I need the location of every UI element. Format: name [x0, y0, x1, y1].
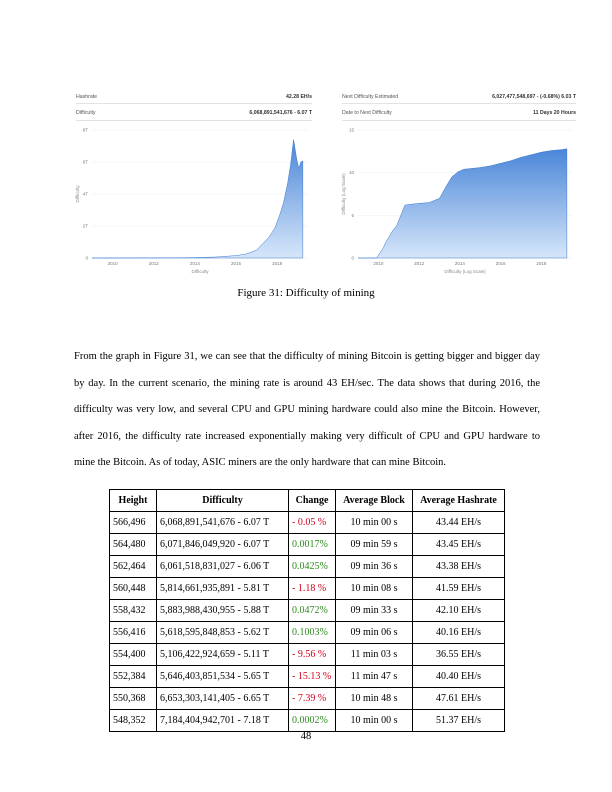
cell-change: - 15.13 %	[289, 666, 336, 688]
cell-average-hashrate: 43.44 EH/s	[413, 512, 505, 534]
difficulty-log-chart	[340, 126, 578, 278]
hashrate-label: Hashrate	[76, 94, 98, 100]
x-tick-label: 2018	[272, 261, 283, 266]
x-tick-label: 2014	[454, 261, 465, 266]
difficulty-value: 6,068,891,541,676 - 6.07 T	[249, 110, 312, 116]
cell-average-hashrate: 36.55 EH/s	[413, 644, 505, 666]
cell-height: 552,384	[110, 666, 157, 688]
x-tick-label: 2016	[495, 261, 506, 266]
table-row	[110, 578, 505, 600]
table-row	[110, 644, 505, 666]
next-difficulty-panel	[340, 90, 578, 280]
cell-change: - 1.18 %	[289, 578, 336, 600]
difficulty-table	[109, 489, 505, 732]
cell-average-hashrate: 43.45 EH/s	[413, 534, 505, 556]
cell-change: 0.1003%	[289, 622, 336, 644]
y-tick-label: 2T	[82, 223, 88, 229]
hashrate-value: 42.28 EH/s	[286, 94, 312, 100]
cell-average-block: 09 min 06 s	[336, 622, 413, 644]
header-average-hashrate: Average Hashrate	[413, 490, 505, 512]
cell-height: 564,480	[110, 534, 157, 556]
x-tick-label: 2012	[148, 261, 159, 266]
hashrate-difficulty-panel	[74, 90, 314, 280]
y-tick-label: 4T	[82, 191, 88, 197]
cell-change: - 0.05 %	[289, 512, 336, 534]
table-row	[110, 666, 505, 688]
difficulty-area	[92, 140, 303, 258]
x-tick-label: 2014	[189, 261, 200, 266]
x-tick-label: 2010	[373, 261, 384, 266]
cell-average-hashrate: 43.38 EH/s	[413, 556, 505, 578]
header-average-block: Average Block	[336, 490, 413, 512]
x-tick-label: 2010	[107, 261, 118, 266]
cell-height: 550,368	[110, 688, 157, 710]
cell-difficulty: 6,071,846,049,920 - 6.07 T	[157, 534, 289, 556]
x-tick-label: 2016	[230, 261, 242, 266]
difficulty-log-area	[358, 149, 567, 258]
body-paragraph	[74, 344, 540, 477]
cell-average-block: 09 min 33 s	[336, 600, 413, 622]
difficulty-label: Difficulty	[76, 110, 96, 116]
table-row	[110, 622, 505, 644]
cell-average-hashrate: 40.40 EH/s	[413, 666, 505, 688]
cell-height: 556,416	[110, 622, 157, 644]
table-row	[110, 512, 505, 534]
cell-height: 554,400	[110, 644, 157, 666]
cell-difficulty: 5,106,422,924,659 - 5.11 T	[157, 644, 289, 666]
cell-average-hashrate: 42.10 EH/s	[413, 600, 505, 622]
cell-height: 558,432	[110, 600, 157, 622]
header-difficulty: Difficulty	[157, 490, 289, 512]
cell-average-hashrate: 51.37 EH/s	[413, 710, 505, 732]
cell-difficulty: 5,618,595,848,853 - 5.62 T	[157, 622, 289, 644]
date-to-next-value: 11 Days 20 Hours	[533, 110, 576, 116]
header-change: Change	[289, 490, 336, 512]
cell-average-block: 10 min 48 s	[336, 688, 413, 710]
x-axis-label: Difficulty (Log Scale)	[444, 269, 486, 274]
figure-caption: Figure 31: Difficulty of mining	[237, 287, 375, 299]
difficulty-chart	[74, 126, 314, 278]
cell-average-hashrate: 40.16 EH/s	[413, 622, 505, 644]
cell-height: 562,464	[110, 556, 157, 578]
cell-height: 560,448	[110, 578, 157, 600]
table-header-row	[110, 490, 505, 512]
cell-average-block: 09 min 59 s	[336, 534, 413, 556]
table-row	[110, 534, 505, 556]
cell-difficulty: 6,653,303,141,405 - 6.65 T	[157, 688, 289, 710]
cell-difficulty: 6,068,891,541,676 - 6.07 T	[157, 512, 289, 534]
cell-change: - 7.39 %	[289, 688, 336, 710]
cell-change: - 9.56 %	[289, 644, 336, 666]
cell-average-block: 11 min 03 s	[336, 644, 413, 666]
y-tick-label: 5	[351, 212, 354, 218]
y-tick-label: 6T	[82, 159, 88, 165]
cell-change: 0.0425%	[289, 556, 336, 578]
cell-difficulty: 5,883,988,430,955 - 5.88 T	[157, 600, 289, 622]
cell-average-block: 10 min 00 s	[336, 710, 413, 732]
date-to-next-label: Date to Next Difficulty	[342, 110, 392, 116]
y-tick-label: 0	[85, 255, 88, 261]
cell-average-hashrate: 47.61 EH/s	[413, 688, 505, 710]
cell-average-block: 10 min 08 s	[336, 578, 413, 600]
cell-change: 0.0472%	[289, 600, 336, 622]
cell-change: 0.0017%	[289, 534, 336, 556]
y-tick-label: 8T	[82, 127, 88, 133]
cell-difficulty: 6,061,518,831,027 - 6.06 T	[157, 556, 289, 578]
table-row	[110, 556, 505, 578]
paragraph-text: From the graph in Figure 31, we can see that the difficulty of mining Bitcoin is getting bigger and bigger day by day. In the current scenario, the mining rate is around 43 EH/sec. The data shows that during 2016, the difficulty was very low, and several CPU and GPU mining hardware could also mine the Bitcoin. However, after 2016, the difficulty rate increased exponentially making very difficult of CPU and GPU hardware to mine the Bitcoin. As of today, ASIC miners are the only hardware that can mine Bitcoin.	[74, 351, 540, 469]
cell-difficulty: 7,184,404,942,701 - 7.18 T	[157, 710, 289, 732]
cell-height: 548,352	[110, 710, 157, 732]
y-tick-label: 0	[351, 255, 354, 261]
cell-average-hashrate: 41.59 EH/s	[413, 578, 505, 600]
y-tick-label: 15	[348, 127, 354, 133]
cell-average-block: 09 min 36 s	[336, 556, 413, 578]
y-tick-label: 10	[348, 170, 354, 176]
cell-height: 566,496	[110, 512, 157, 534]
x-tick-label: 2012	[414, 261, 425, 266]
table-row	[110, 710, 505, 732]
x-tick-label: 2018	[536, 261, 547, 266]
y-axis-label: Difficulty (Log Scale)	[341, 173, 346, 215]
cell-change: 0.0002%	[289, 710, 336, 732]
next-difficulty-value: 6,027,477,548,697 - (-0.68%) 6.03 T	[492, 94, 576, 100]
cell-average-block: 10 min 00 s	[336, 512, 413, 534]
next-difficulty-label: Next Difficulty Estimated	[342, 94, 399, 100]
header-height: Height	[110, 490, 157, 512]
cell-difficulty: 5,814,661,935,891 - 5.81 T	[157, 578, 289, 600]
cell-average-block: 11 min 47 s	[336, 666, 413, 688]
page-number: 48	[300, 731, 312, 742]
x-axis-label: Difficulty	[191, 269, 209, 274]
y-axis-label: Difficulty	[75, 185, 80, 203]
cell-difficulty: 5,646,403,851,534 - 5.65 T	[157, 666, 289, 688]
table-row	[110, 600, 505, 622]
table-row	[110, 688, 505, 710]
